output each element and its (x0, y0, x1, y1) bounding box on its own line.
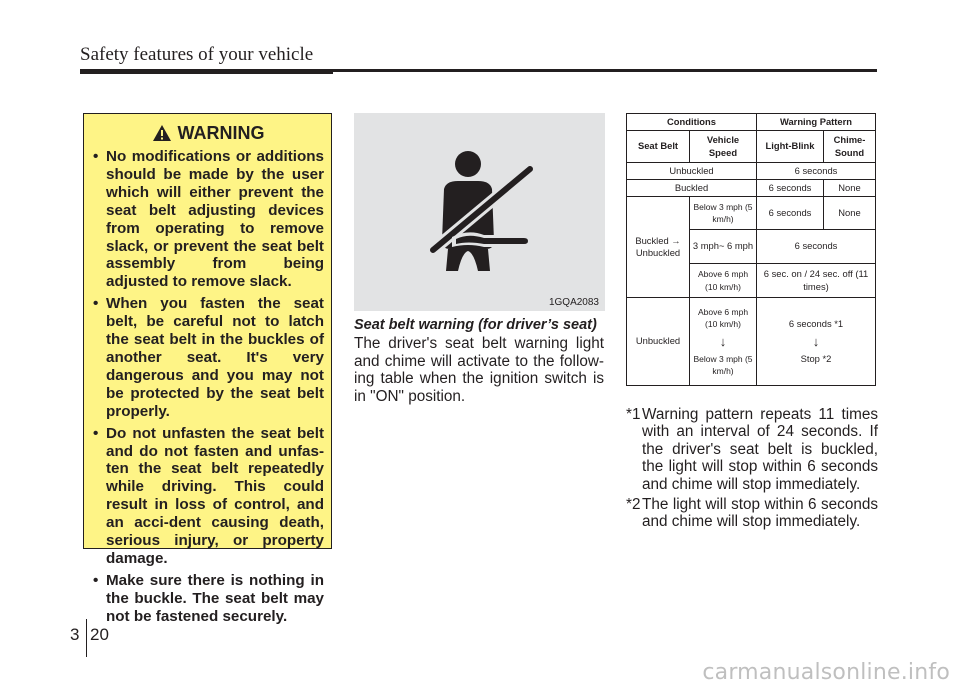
section-heading: Seat belt warning (for driver’s seat) (354, 317, 597, 333)
warning-item: • Make sure there is nothing in the buckle. The seat belt may not be fastened securely. (90, 572, 324, 626)
cell-speed-3-6: 3 mph~ 6 mph (690, 230, 757, 264)
th-light-blink: Light-Blink (757, 131, 824, 163)
footnote-2-text: The light will stop within 6 seconds and chime will stop immediately. (642, 496, 878, 531)
cell-pattern-repeat: 6 sec. on / 24 sec. off (11 times) (757, 264, 876, 298)
pattern-6s-note1: 6 seconds *1 (788, 318, 844, 329)
warning-triangle-icon (152, 124, 172, 142)
footnote-1-text: Warning pattern repeats 11 times with an interval of 24 seconds. If the driver's seat belt is buckled, the light will stop within 6 seconds and chime will stop immediately. (642, 406, 878, 493)
page-number-divider (86, 619, 87, 657)
warning-pattern-table (626, 113, 876, 386)
cell-speed-above-6: Above 6 mph (10 km/h) (690, 264, 757, 298)
watermark: carmanualsonline.info (702, 660, 950, 685)
cell-unbuckled-pattern: 6 seconds (757, 163, 876, 180)
cell-speed-sequence (690, 298, 757, 386)
down-arrow-icon: ↓ (719, 333, 727, 349)
down-arrow-icon: ↓ (812, 333, 820, 349)
footnotes (626, 406, 878, 534)
header-rule-accent (80, 69, 333, 74)
cell-pattern-6s: 6 seconds (757, 230, 876, 264)
th-warning-pattern: Warning Pattern (757, 114, 876, 131)
pattern-stop-note2: Stop *2 (800, 352, 832, 364)
footnote-2-mark: *2 (626, 496, 641, 514)
cell-speed-below-3: Below 3 mph (5 km/h) (690, 197, 757, 230)
cell-light-6s: 6 seconds (757, 197, 824, 230)
footnote-1-mark: *1 (626, 406, 641, 423)
cell-chime-none: None (824, 197, 876, 230)
cell-pattern-sequence (757, 298, 876, 386)
cell-buckled-chime: None (824, 180, 876, 197)
th-chime-sound: Chime- Sound (824, 131, 876, 163)
warning-item: • No modifications or additions should be made by the user which will either prevent the seat belt adjusting devices from operating to remove slack, or prevent the seat belt assembly from being adjusted to remove slack. (90, 148, 324, 291)
section-body: The driver's seat belt warning light and chime will activate to the follow-ing table when the ignition switch is in "ON" position. (354, 335, 604, 405)
warning-heading-text: WARNING (177, 122, 265, 143)
page-header-title: Safety features of your vehicle (80, 44, 314, 65)
chapter-number: 3 (70, 625, 80, 644)
warning-heading (98, 122, 318, 146)
speed-above-6: Above 6 mph (10 km/h) (697, 306, 749, 329)
figure-code: 1GQA2083 (548, 297, 599, 308)
cell-buckled-to-unbuckled: Buckled → Unbuckled (627, 197, 690, 298)
warning-item: • Do not unfasten the seat belt and do not fasten and unfas-ten the seat belt repeatedly while driving. This could result in loss of control, and an acci-dent causing death, serious injury, or property damage. (90, 425, 324, 568)
footnote-1 (626, 406, 878, 493)
cell-unbuckled: Unbuckled (627, 163, 757, 180)
th-vehicle-speed: Vehicle Speed (690, 131, 757, 163)
speed-below-3: Below 3 mph (5 km/h) (693, 353, 753, 376)
th-seat-belt: Seat Belt (627, 131, 690, 163)
warning-list (90, 148, 324, 630)
footnote-2 (626, 496, 878, 531)
warning-item: • When you fasten the seat belt, be careful not to latch the seat belt in the buckles of another seat. It's very dangerous and you may not be protected by the seat belt properly. (90, 295, 324, 420)
cell-buckled-light: 6 seconds (757, 180, 824, 197)
cell-buckled: Buckled (627, 180, 757, 197)
seatbelt-warning-icon (354, 113, 605, 311)
page-number: 20 (90, 625, 109, 644)
cell-unbuckled-driving: Unbuckled (627, 298, 690, 386)
seatbelt-illustration (354, 113, 605, 311)
th-conditions: Conditions (627, 114, 757, 131)
warning-box (83, 113, 332, 625)
